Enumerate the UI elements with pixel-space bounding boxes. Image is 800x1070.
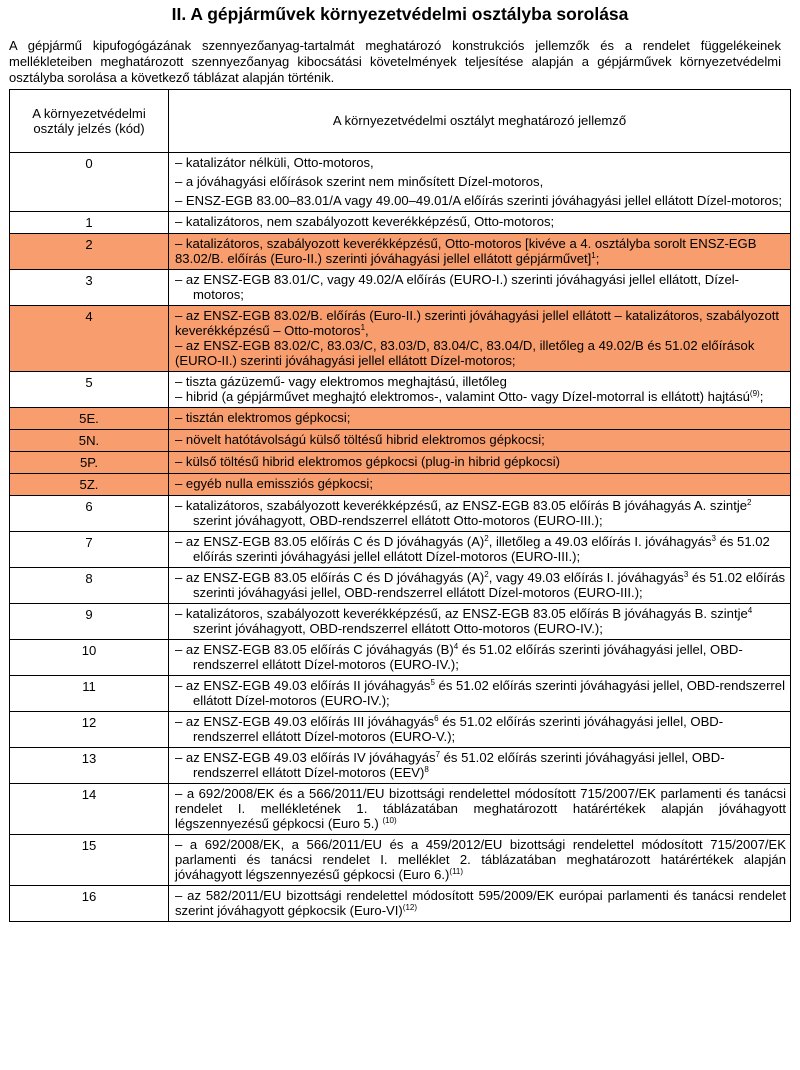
table-row xyxy=(10,676,791,712)
desc-cell xyxy=(169,452,791,474)
code-cell: 5P. xyxy=(10,452,169,474)
desc-line xyxy=(175,534,786,564)
desc-cell xyxy=(169,270,791,306)
code-cell: 9 xyxy=(10,604,169,640)
code-cell: 11 xyxy=(10,676,169,712)
desc-line xyxy=(175,236,786,266)
header-code-cell: A környezetvédelmi osztály jelzés (kód) xyxy=(10,90,169,153)
footnote-ref: 8 xyxy=(424,765,429,774)
code-cell: 1 xyxy=(10,212,169,234)
table-row xyxy=(10,568,791,604)
desc-text: – az ENSZ-EGB 49.03 előírás II jóváhagyás xyxy=(175,678,431,693)
desc-cell xyxy=(169,474,791,496)
code-cell: 5 xyxy=(10,372,169,408)
desc-line xyxy=(175,750,786,780)
desc-text: – katalizátoros, szabályozott keverékképzésű, Otto-motoros [kivéve a 4. osztályba sorolt ENSZ-EGB 83.02/B. előírás (Euro-II.) szerinti jóváhagyási jellel ellátott gépjárművet] xyxy=(175,236,757,266)
desc-text: és 51.02 előírás szerinti jóváhagyási jellel, OBD-rendszerrel ellátott Dízel-motoros (EURO-IV.); xyxy=(193,678,785,708)
desc-line: – a jóváhagyási előírások szerint nem minősített Dízel-motoros, xyxy=(175,174,544,189)
table-row xyxy=(10,270,791,306)
code-cell: 7 xyxy=(10,532,169,568)
desc-text: , xyxy=(365,323,369,338)
footnote-ref: (10) xyxy=(382,816,397,825)
desc-text: szerint jóváhagyott, OBD-rendszerrel ellátott Otto-motoros (EURO-III.); xyxy=(193,513,603,528)
desc-line: – növelt hatótávolságú külső töltésű hibrid elektromos gépkocsi; xyxy=(175,432,545,447)
desc-cell xyxy=(169,532,791,568)
header-desc-cell: A környezetvédelmi osztályt meghatározó jellemző xyxy=(169,90,791,153)
footnote-ref: 6 xyxy=(434,714,439,723)
desc-line xyxy=(175,837,786,882)
desc-line xyxy=(175,888,786,918)
desc-text: – hibrid (a gépjárművet meghajtó elektromos-, valamint Otto- vagy Dízel-motorral is ellátott) hajtású xyxy=(175,389,750,404)
code-cell: 5E. xyxy=(10,408,169,430)
desc-text: – az ENSZ-EGB 83.05 előírás C és D jóváhagyás (A) xyxy=(175,534,485,549)
desc-line: – külső töltésű hibrid elektromos gépkocsi (plug-in hibrid gépkocsi) xyxy=(175,454,560,469)
table-row xyxy=(10,748,791,784)
desc-text: – az ENSZ-EGB 83.05 előírás C jóváhagyás (B) xyxy=(175,642,454,657)
desc-cell xyxy=(169,784,791,835)
table-header-row xyxy=(10,90,791,153)
table-row-highlighted xyxy=(10,306,791,372)
code-cell: 0 xyxy=(10,153,169,212)
desc-line: – az ENSZ-EGB 83.02/C, 83.03/C, 83.03/D, 83.04/C, 83.04/D, illetőleg a 49.02/B és 51.02 előírások (EURO-II.) szerinti jóváhagyási jellel ellátott Dízel-motoros; xyxy=(175,338,755,368)
desc-text: – katalizátoros, szabályozott keverékképzésű, az ENSZ-EGB 83.05 előírás B jóváhagyás A. szintje xyxy=(175,498,748,513)
desc-line: – katalizátoros, nem szabályozott keverékképzésű, Otto-motoros; xyxy=(175,214,555,229)
table-row xyxy=(10,532,791,568)
desc-cell xyxy=(169,372,791,408)
table-row-highlighted xyxy=(10,474,791,496)
desc-text: – az ENSZ-EGB 49.03 előírás IV jóváhagyás xyxy=(175,750,436,765)
table-row xyxy=(10,496,791,532)
code-cell: 6 xyxy=(10,496,169,532)
desc-line: – egyéb nulla emissziós gépkocsi; xyxy=(175,476,373,491)
table-row xyxy=(10,835,791,886)
desc-text: – az 582/2011/EU bizottsági rendelettel módosított 595/2009/EK európai parlamenti és tanácsi rendelet szerint jóváhagyott gépkocsik (Euro-VI) xyxy=(175,888,786,918)
footnote-ref: 7 xyxy=(435,750,441,759)
table-row xyxy=(10,784,791,835)
desc-cell xyxy=(169,212,791,234)
desc-line xyxy=(175,786,786,831)
footnote-ref: 4 xyxy=(453,642,459,651)
desc-line xyxy=(175,570,786,600)
table-row xyxy=(10,153,791,212)
classification-table xyxy=(9,89,791,922)
table-row-highlighted xyxy=(10,408,791,430)
code-cell: 3 xyxy=(10,270,169,306)
desc-line: – tiszta gázüzemű- vagy elektromos meghajtású, illetőleg xyxy=(175,374,507,389)
desc-text: – a 692/2008/EK és a 566/2011/EU bizottsági rendelettel módosított 715/2007/EK parlamenti és tanácsi rendelet I. mellékletének 1. táblázatában meghatározott határértékek alapján jóváhagyott légszennyezésű gépkocsi (Euro 5.) xyxy=(175,786,786,831)
desc-text: – az ENSZ-EGB 83.02/B. előírás (Euro-II.) szerinti jóváhagyási jellel ellátott – katalizátoros, szabályozott keverékképzésű – Otto-motoros xyxy=(175,308,780,338)
desc-cell xyxy=(169,496,791,532)
desc-text: – az ENSZ-EGB 83.05 előírás C és D jóváhagyás (A) xyxy=(175,570,485,585)
desc-line: – tisztán elektromos gépkocsi; xyxy=(175,410,351,425)
desc-text: – a 692/2008/EK, a 566/2011/EU és a 459/2012/EU bizottsági rendelettel módosított 715/2007/EK parlamenti és tanácsi rendelet I. melléklet 2. táblázatában meghatározott határértékek alapján jóváhagyott légszennyezésű gépkocsi (Euro 6.) xyxy=(175,837,786,882)
code-cell: 14 xyxy=(10,784,169,835)
desc-line xyxy=(175,714,786,744)
desc-text: – katalizátoros, szabályozott keverékképzésű, az ENSZ-EGB 83.05 előírás B jóváhagyás B. szintje xyxy=(175,606,748,621)
footnote-ref: 3 xyxy=(711,534,716,543)
desc-cell xyxy=(169,604,791,640)
code-cell: 2 xyxy=(10,234,169,270)
desc-text: ; xyxy=(595,251,600,266)
desc-text: és 51.02 előírás szerinti jóváhagyási jellel ellátott Dízel-motoros (EURO-III.); xyxy=(193,534,770,564)
desc-cell xyxy=(169,835,791,886)
desc-cell xyxy=(169,153,791,212)
desc-cell xyxy=(169,886,791,922)
code-cell: 13 xyxy=(10,748,169,784)
table-row xyxy=(10,640,791,676)
desc-line xyxy=(175,642,786,672)
desc-text: , illetőleg a 49.03 előírás I. jóváhagyás xyxy=(488,534,712,549)
desc-text: és 51.02 előírás szerinti jóváhagyási jellel, OBD-rendszerrel ellátott Dízel-motoros (EEV) xyxy=(193,750,725,780)
desc-text: és 51.02 előírás szerinti jóváhagyási jellel, OBD-rendszerrel ellátott Dízel-motoros (EURO-III.); xyxy=(193,570,786,600)
desc-cell xyxy=(169,430,791,452)
footnote-ref: 1 xyxy=(591,251,596,260)
table-row-highlighted xyxy=(10,452,791,474)
code-cell: 5N. xyxy=(10,430,169,452)
footnote-ref: (9) xyxy=(749,389,760,398)
footnote-ref: 1 xyxy=(360,323,366,332)
desc-cell xyxy=(169,306,791,372)
table-row-highlighted xyxy=(10,234,791,270)
footnote-ref: 5 xyxy=(430,678,435,687)
table-row xyxy=(10,604,791,640)
desc-text: szerint jóváhagyott, OBD-rendszerrel ellátott Otto-motoros (EURO-IV.); xyxy=(193,621,603,636)
footnote-ref: (11) xyxy=(449,867,464,876)
desc-line xyxy=(175,389,786,404)
intro-paragraph: A gépjármű kipufogógázának szennyezőanyag-tartalmát meghatározó konstrukciós jellemzők és a rendelet függelékeinek mellékleteiben meghatározott szennyezőanyag kibocsátási követelmények teljesítése alapján a gépjárművek környezetvédelmi osztályba sorolása a következő táblázat alapján történik. xyxy=(9,38,781,85)
code-cell: 4 xyxy=(10,306,169,372)
desc-cell xyxy=(169,748,791,784)
section-title: II. A gépjárművek környezetvédelmi osztályba sorolása xyxy=(171,4,629,24)
desc-line: – katalizátor nélküli, Otto-motoros, xyxy=(175,155,374,170)
code-cell: 16 xyxy=(10,886,169,922)
footnote-ref: 2 xyxy=(484,534,489,543)
desc-line xyxy=(175,678,786,708)
code-cell: 15 xyxy=(10,835,169,886)
footnote-ref: 3 xyxy=(683,570,689,579)
footnote-ref: 2 xyxy=(484,570,489,579)
desc-text: , vagy 49.03 előírás I. jóváhagyás xyxy=(488,570,684,585)
table-row-highlighted xyxy=(10,430,791,452)
desc-cell xyxy=(169,408,791,430)
footnote-ref: 4 xyxy=(747,606,753,615)
table-row xyxy=(10,372,791,408)
desc-cell xyxy=(169,676,791,712)
desc-line: – az ENSZ-EGB 83.01/C, vagy 49.02/A előírás (EURO-I.) szerinti jóváhagyási jellel ellátott, Dízel-motoros; xyxy=(175,272,739,302)
table-row xyxy=(10,212,791,234)
desc-line xyxy=(175,606,786,636)
code-cell: 10 xyxy=(10,640,169,676)
desc-text: és 51.02 előírás szerinti jóváhagyási jellel, OBD-rendszerrel ellátott Dízel-motoros (EURO-IV.); xyxy=(193,642,743,672)
desc-text: ; xyxy=(759,389,764,404)
desc-cell xyxy=(169,568,791,604)
footnote-ref: 2 xyxy=(747,498,752,507)
desc-cell xyxy=(169,640,791,676)
desc-line xyxy=(175,498,786,528)
code-cell: 8 xyxy=(10,568,169,604)
desc-text: és 51.02 előírás szerinti jóváhagyási jellel, OBD-rendszerrel ellátott Dízel-motoros (EURO-V.); xyxy=(193,714,724,744)
footnote-ref: (12) xyxy=(402,903,418,912)
code-cell: 5Z. xyxy=(10,474,169,496)
desc-text: – az ENSZ-EGB 49.03 előírás III jóváhagyás xyxy=(175,714,435,729)
desc-cell xyxy=(169,712,791,748)
table-row xyxy=(10,712,791,748)
desc-line: – ENSZ-EGB 83.00–83.01/A vagy 49.00–49.01/A előírás szerinti jóváhagyási jellel ellátott Dízel-motoros; xyxy=(175,193,783,208)
code-cell: 12 xyxy=(10,712,169,748)
desc-line xyxy=(175,308,786,338)
desc-cell xyxy=(169,234,791,270)
table-row xyxy=(10,886,791,922)
